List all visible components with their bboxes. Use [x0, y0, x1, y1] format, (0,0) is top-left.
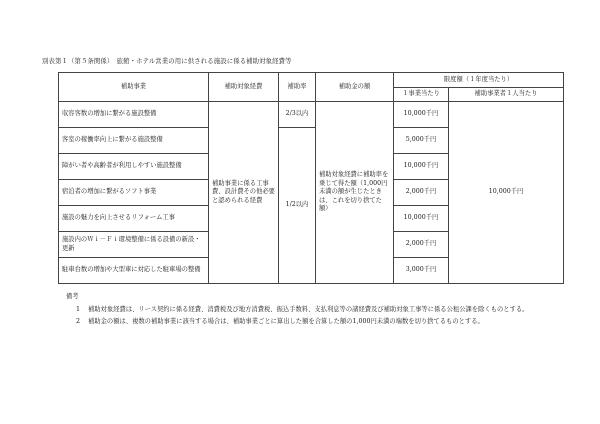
- rate-rest-cell: 1/2以内: [279, 128, 316, 284]
- row-project: 障がい者や高齢者が利用しやすい施設整備: [59, 154, 209, 180]
- row-project: 宿泊者の増加に繋がるソフト事業: [59, 180, 209, 206]
- rate-first-cell: 2/3以内: [279, 102, 316, 128]
- header-amount: 補助金の額: [316, 73, 394, 102]
- table-row: [59, 102, 564, 128]
- row-limit: 5,000千円: [394, 128, 449, 154]
- row-project: 施設内のＷｉ－Ｆｉ環境整備に係る設備の新設・更新: [59, 232, 209, 258]
- subsidy-table: [58, 72, 564, 284]
- header-rate: 補助率: [279, 73, 316, 102]
- note-text: 補助金の額は、複数の補助事業に該当する場合は、補助事業ごとに算出した額を合算した額の1,000円未満の端数を切り捨てるものとする。: [88, 318, 484, 326]
- note-item: [58, 305, 558, 316]
- header-limit: 限度額（１年度当たり）: [394, 73, 564, 88]
- row-project: 客室の稼働率向上に繋がる施設整備: [59, 128, 209, 154]
- row-project: 収容客数の増加に繋がる施設整備: [59, 102, 209, 128]
- notes-section: [58, 292, 558, 328]
- note-number: 2: [75, 318, 80, 326]
- row-limit: 2,000千円: [394, 180, 449, 206]
- header-limit-per-project: １事業当たり: [394, 88, 449, 102]
- amount-cell: 補助対象経費に補助率を乗じて得た額（1,000円未満の額が生じたときは、これを切り捨てた額）: [316, 102, 394, 284]
- header-eligible-cost: 補助対象経費: [209, 73, 279, 102]
- note-text: 補助対象経費は、リース契約に係る経費、消費税及び地方消費税、振込手数料、支払利息等の諸経費及び補助対象工事等に係る公租公課を除くものとする。: [88, 305, 529, 313]
- note-number: 1: [75, 305, 80, 313]
- row-limit: 10,000千円: [394, 154, 449, 180]
- eligible-cost-cell: 補助事業に係る工事費、設計費その他必要と認められる経費: [209, 102, 279, 284]
- table-caption: 別表第１（第５条関係） 旅館・ホテル営業の用に供される施設に係る補助対象経費等: [42, 57, 292, 65]
- notes-title: 備考: [66, 293, 79, 300]
- header-project: 補助事業: [59, 73, 209, 102]
- row-project: 駐車台数の増加や大型車に対応した駐車場の整備: [59, 258, 209, 284]
- row-limit: 3,000千円: [394, 258, 449, 284]
- row-limit: 10,000千円: [394, 102, 449, 128]
- per-operator-limit-cell: 10,000千円: [449, 102, 564, 284]
- note-item: [58, 317, 558, 328]
- row-project: 施設の魅力を向上させるリフォーム工事: [59, 206, 209, 232]
- header-row-1: [59, 73, 564, 88]
- row-limit: 10,000千円: [394, 206, 449, 232]
- row-limit: 2,000千円: [394, 232, 449, 258]
- header-limit-per-operator: 補助事業者１人当たり: [449, 88, 564, 102]
